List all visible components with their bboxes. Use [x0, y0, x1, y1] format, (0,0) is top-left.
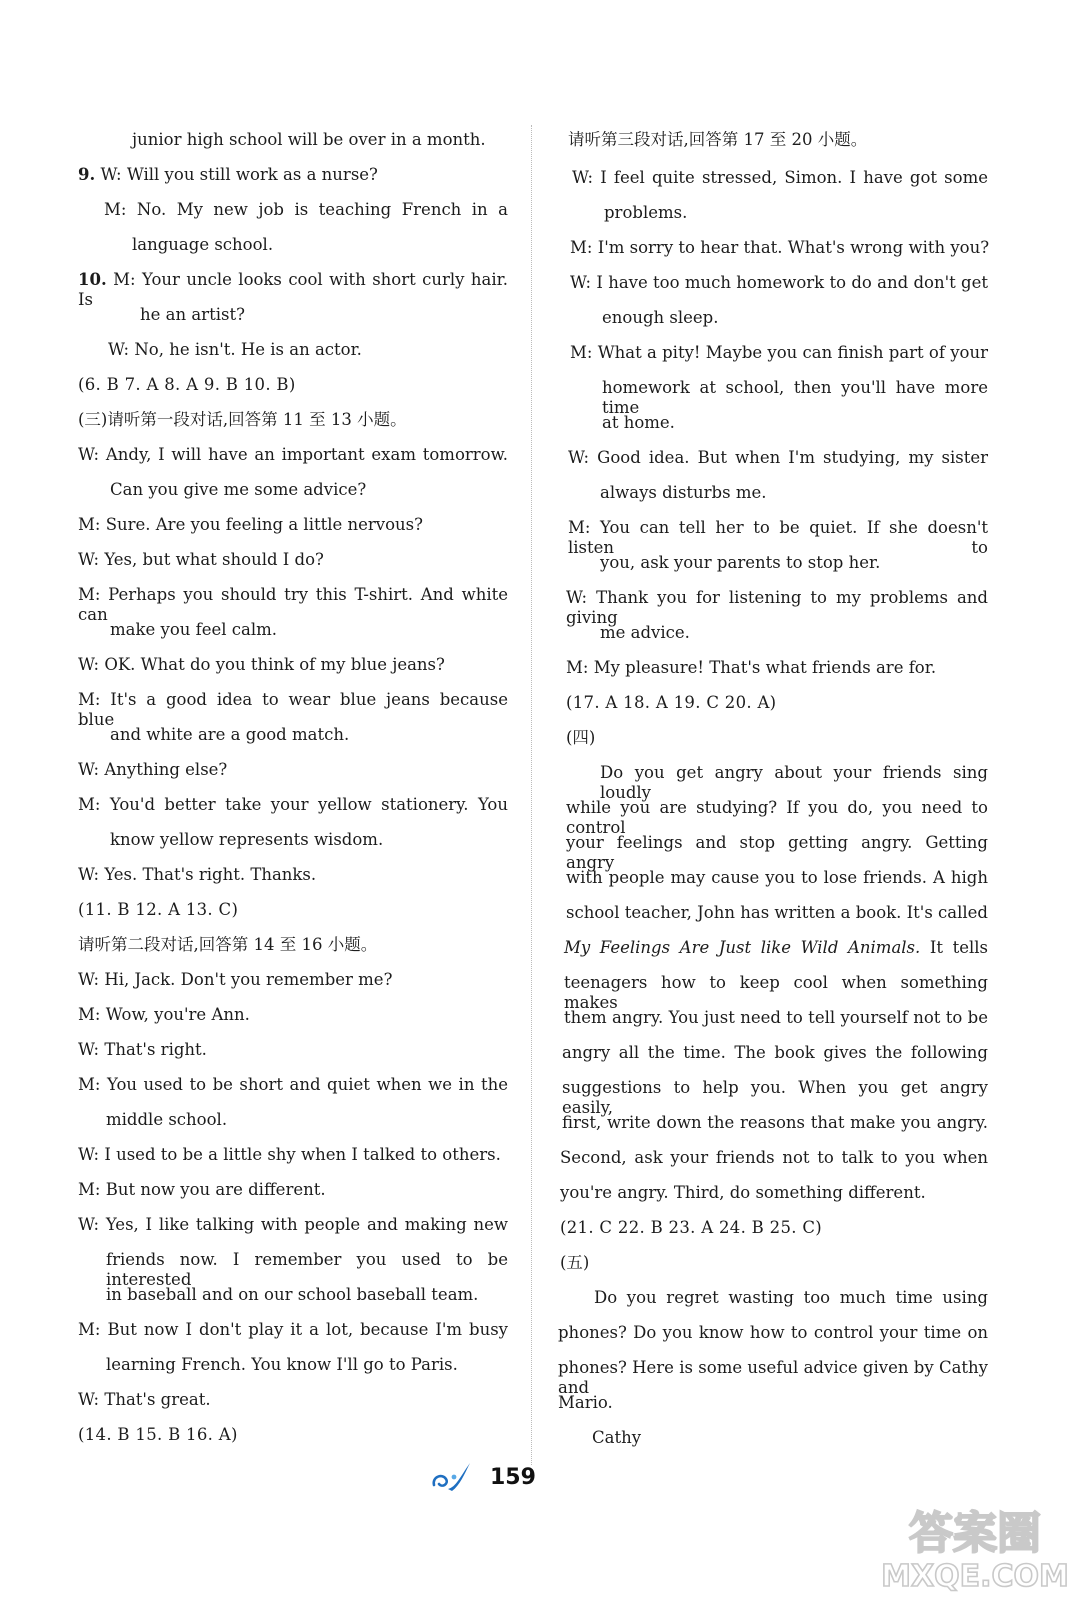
left-column-line — [106, 1285, 478, 1305]
left-column-line — [78, 795, 508, 815]
line-text: M: It's a good idea to wear blue jeans because blue — [78, 690, 508, 729]
watermark-title: 答案圈 — [909, 1508, 1041, 1559]
line-text: language school. — [132, 235, 274, 254]
page-number: 159 — [490, 1465, 536, 1490]
right-column-line — [564, 973, 988, 1013]
line-text: M: Your uncle looks cool with short curly hair. Is — [78, 270, 508, 309]
line-text: W: That's right. — [78, 1040, 207, 1059]
left-column-line — [78, 550, 324, 570]
right-column-line — [568, 130, 867, 150]
right-column-line — [568, 518, 988, 558]
book-title: My Feelings Are Just like Wild Animals. — [564, 938, 921, 957]
left-column-line — [78, 165, 378, 185]
right-column-line — [560, 1218, 822, 1238]
left-column-line — [78, 1390, 211, 1410]
right-column-line — [600, 483, 767, 503]
right-column-line — [560, 1183, 926, 1203]
line-text: W: Thank you for listening to my problems and giving — [566, 588, 988, 627]
left-column-line — [78, 655, 445, 675]
line-text: M: But now you are different. — [78, 1180, 326, 1199]
line-text: (四) — [566, 728, 596, 747]
right-column-line — [566, 588, 988, 628]
line-text: M: What a pity! Maybe you can finish part of your — [570, 343, 988, 362]
line-text: W: Yes, I like talking with people and making new — [78, 1215, 508, 1234]
left-column-line — [106, 1355, 458, 1375]
right-column-line — [570, 238, 989, 258]
right-column-line — [602, 308, 718, 328]
line-text: with people may cause you to lose friends. A high — [566, 868, 988, 887]
line-text: W: No, he isn't. He is an actor. — [108, 340, 362, 359]
line-text: Do you regret wasting too much time using — [594, 1288, 988, 1307]
left-column-line — [78, 690, 508, 730]
line-text: phones? Here is some useful advice given by Cathy and — [558, 1358, 988, 1397]
left-column-line — [78, 935, 377, 955]
left-column-line — [78, 410, 407, 430]
line-text: problems. — [604, 203, 688, 222]
right-column-line — [600, 553, 880, 573]
left-column-line — [78, 1005, 250, 1025]
column-divider — [531, 125, 532, 1465]
line-text: M: Wow, you're Ann. — [78, 1005, 250, 1024]
line-text: M: My pleasure! That's what friends are for. — [566, 658, 937, 677]
right-column-line — [570, 273, 988, 293]
line-text: M: You'd better take your yellow stationery. You — [78, 795, 508, 814]
right-column-line — [566, 658, 936, 678]
watermark-domain: MXQE.COM — [881, 1559, 1069, 1594]
item-number: 9. — [78, 165, 96, 184]
line-text: (三)请听第一段对话,回答第 11 至 13 小题。 — [78, 410, 407, 429]
line-text: M: But now I don't play it a lot, because I'm busy — [78, 1320, 508, 1339]
right-column-line — [558, 1323, 988, 1343]
line-text: them angry. You just need to tell yourself not to be — [564, 1008, 988, 1027]
line-text: M: Perhaps you should try this T-shirt. And white can — [78, 585, 508, 624]
swirl-leaf-logo-icon — [430, 1455, 474, 1499]
left-column-line — [78, 970, 392, 990]
line-text: angry all the time. The book gives the following — [562, 1043, 988, 1062]
line-text: enough sleep. — [602, 308, 719, 327]
left-column-line — [78, 900, 238, 920]
right-column-line — [566, 833, 988, 873]
left-column-line — [78, 1040, 207, 1060]
line-text: Cathy — [592, 1428, 642, 1447]
right-column-line — [566, 728, 595, 748]
line-text: M: No. My new job is teaching French in a — [104, 200, 508, 219]
line-text: Can you give me some advice? — [110, 480, 367, 499]
left-column-line — [110, 830, 383, 850]
line-text: W: I have too much homework to do and don't get — [570, 273, 988, 292]
line-text: in baseball and on our school baseball team. — [106, 1285, 479, 1304]
line-text: W: Will you still work as a nurse? — [100, 165, 378, 184]
right-column-line — [562, 1113, 988, 1133]
left-column-line — [106, 1110, 227, 1130]
line-text: at home. — [602, 413, 675, 432]
right-column-line — [566, 868, 988, 888]
line-text: M: You can tell her to be quiet. If she doesn't listen to — [568, 518, 988, 557]
right-column-line — [564, 938, 988, 958]
right-column-line — [560, 1148, 988, 1168]
line-text: (17. A 18. A 19. C 20. A) — [566, 693, 777, 712]
line-text: M: Sure. Are you feeling a little nervous? — [78, 515, 423, 534]
right-column-line — [572, 168, 988, 188]
left-column-line — [78, 1180, 326, 1200]
line-text: M: You used to be short and quiet when we in the — [78, 1075, 508, 1094]
line-text: first, write down the reasons that make you angry. — [562, 1113, 988, 1132]
left-column-line — [78, 865, 316, 885]
right-column-line — [566, 798, 988, 838]
line-text: W: Andy, I will have an important exam tomorrow. — [78, 445, 508, 464]
right-column-line — [602, 378, 988, 418]
right-column-line — [562, 1043, 988, 1063]
line-text: know yellow represents wisdom. — [110, 830, 384, 849]
line-text: W: Anything else? — [78, 760, 228, 779]
right-column-line — [600, 763, 988, 803]
left-column-line — [78, 1215, 508, 1235]
left-column-line — [78, 585, 508, 625]
line-text: (11. B 12. A 13. C) — [78, 900, 239, 919]
right-column-line — [558, 1393, 613, 1413]
line-text: W: OK. What do you think of my blue jeans? — [78, 655, 445, 674]
line-text: teenagers how to keep cool when something makes — [564, 973, 988, 1012]
line-text: M: I'm sorry to hear that. What's wrong with you? — [570, 238, 990, 257]
left-column-line — [78, 515, 423, 535]
right-column-line — [560, 1253, 589, 1273]
line-text: 请听第三段对话,回答第 17 至 20 小题。 — [568, 130, 868, 149]
left-column-line — [108, 340, 362, 360]
line-text: Second, ask your friends not to talk to you when — [560, 1148, 988, 1167]
right-column-line — [600, 623, 690, 643]
right-column-line — [604, 203, 687, 223]
left-column-line — [140, 305, 245, 325]
line-text: (21. C 22. B 23. A 24. B 25. C) — [560, 1218, 822, 1237]
line-text: homework at school, then you'll have more time — [602, 378, 988, 417]
left-column-line — [78, 270, 508, 310]
left-column-line — [78, 760, 227, 780]
line-text: Mario. — [558, 1393, 613, 1412]
line-text: your feelings and stop getting angry. Getting angry — [566, 833, 988, 872]
left-column-line — [78, 1425, 238, 1445]
line-text: you, ask your parents to stop her. — [600, 553, 881, 572]
line-text: friends now. I remember you used to be interested — [106, 1250, 508, 1289]
left-column-line — [110, 620, 277, 640]
line-text: suggestions to help you. When you get angry easily, — [562, 1078, 988, 1117]
right-column-line — [564, 1008, 988, 1028]
left-column-line — [132, 130, 486, 150]
left-column-line — [78, 1320, 508, 1340]
right-column-line — [566, 903, 988, 923]
line-text: make you feel calm. — [110, 620, 278, 639]
line-text: Do you get angry about your friends sing loudly — [600, 763, 988, 802]
line-text: school teacher, John has written a book. It's called — [566, 903, 988, 922]
left-column-line — [78, 375, 296, 395]
watermark-logo — [880, 1500, 1070, 1599]
line-text: (五) — [560, 1253, 590, 1272]
right-column-line — [566, 693, 776, 713]
line-text: (14. B 15. B 16. A) — [78, 1425, 238, 1444]
line-text: W: That's great. — [78, 1390, 211, 1409]
left-column-line — [110, 725, 349, 745]
line-text: and white are a good match. — [110, 725, 350, 744]
right-column-line — [562, 1078, 988, 1118]
line-text: It tells — [920, 938, 989, 957]
item-number: 10. — [78, 270, 107, 289]
left-column-line — [78, 1075, 508, 1095]
line-text: while you are studying? If you do, you need to control — [566, 798, 988, 837]
line-text: (6. B 7. A 8. A 9. B 10. B) — [78, 375, 296, 394]
line-text: phones? Do you know how to control your time on — [558, 1323, 988, 1342]
left-column-line — [110, 480, 366, 500]
right-column-line — [570, 343, 988, 363]
line-text: junior high school will be over in a month. — [132, 130, 486, 149]
left-column-line — [132, 235, 273, 255]
line-text: W: I feel quite stressed, Simon. I have got some — [572, 168, 988, 187]
line-text: middle school. — [106, 1110, 228, 1129]
line-text: you're angry. Third, do something different. — [560, 1183, 926, 1202]
line-text: W: Good idea. But when I'm studying, my sister — [568, 448, 988, 467]
left-column-line — [78, 1145, 501, 1165]
line-text: W: Yes, but what should I do? — [78, 550, 324, 569]
left-column-line — [104, 200, 508, 220]
left-column-line — [78, 445, 508, 465]
right-column-line — [594, 1288, 988, 1308]
right-column-line — [558, 1358, 988, 1398]
line-text: learning French. You know I'll go to Paris. — [106, 1355, 458, 1374]
line-text: W: I used to be a little shy when I talked to others. — [78, 1145, 501, 1164]
right-column-line — [592, 1428, 641, 1448]
line-text: W: Hi, Jack. Don't you remember me? — [78, 970, 393, 989]
line-text: he an artist? — [140, 305, 245, 324]
line-text: W: Yes. That's right. Thanks. — [78, 865, 317, 884]
right-column-line — [602, 413, 675, 433]
line-text: always disturbs me. — [600, 483, 767, 502]
left-column-line — [106, 1250, 508, 1290]
line-text: me advice. — [600, 623, 690, 642]
line-text: 请听第二段对话,回答第 14 至 16 小题。 — [78, 935, 378, 954]
right-column-line — [568, 448, 988, 468]
